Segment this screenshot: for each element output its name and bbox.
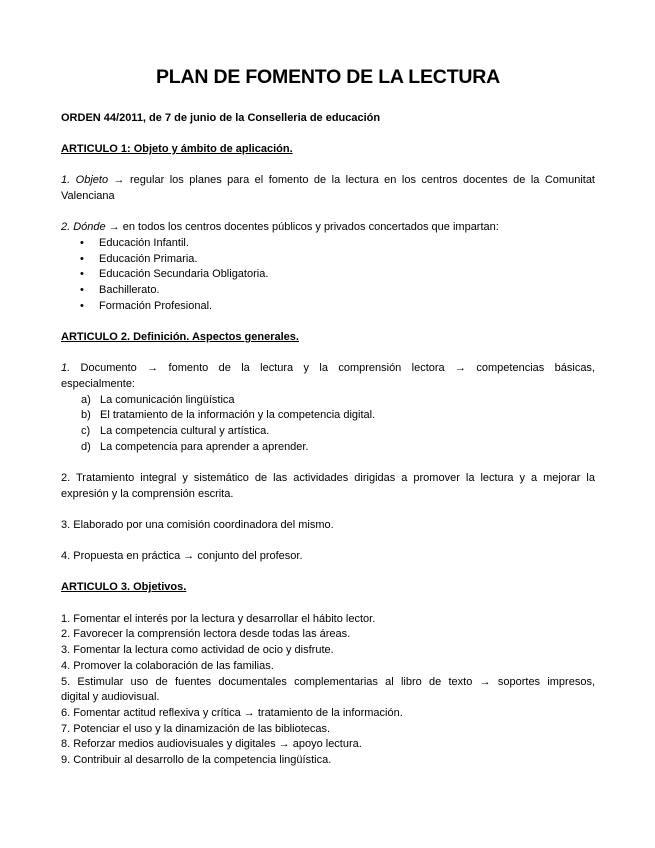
list-marker: d) xyxy=(81,441,91,453)
orden-line: ORDEN 44/2011, de 7 de junio de la Conselleria de educación xyxy=(61,112,381,124)
bullet-icon: • xyxy=(80,237,84,249)
objective-item: 2. Favorecer la comprensión lectora desde todas las áreas. xyxy=(61,628,351,640)
list-marker: b) xyxy=(81,409,91,421)
list-marker: a) xyxy=(81,394,91,406)
list-item: La competencia cultural y artística. xyxy=(100,425,270,437)
article-1-paragraph-1 xyxy=(61,173,595,189)
list-item: Bachillerato. xyxy=(99,284,160,296)
objeto-text: → regular los planes para el fomento de la lectura en los centros docentes de la Comunitat xyxy=(108,174,595,186)
objective-item-cont: digital y audiovisual. xyxy=(61,691,160,703)
article-2-paragraph-3: 3. Elaborado por una comisión coordinadora del mismo. xyxy=(61,519,334,531)
article-3-heading: ARTICULO 3. Objetivos. xyxy=(61,581,187,593)
bullet-icon: • xyxy=(80,300,84,312)
bullet-icon: • xyxy=(80,268,84,280)
article-2-paragraph-1-cont: especialmente: xyxy=(61,378,135,390)
objective-item: 7. Potenciar el uso y la dinamización de las bibliotecas. xyxy=(61,723,331,735)
bullet-icon: • xyxy=(80,284,84,296)
list-item: Educación Infantil. xyxy=(99,237,189,249)
objeto-label: 1. Objeto xyxy=(61,174,109,186)
list-item: Formación Profesional. xyxy=(99,300,213,312)
list-item: Educación Secundaria Obligatoria. xyxy=(99,268,269,280)
document-title: PLAN DE FOMENTO DE LA LECTURA xyxy=(155,66,501,88)
article-2-heading: ARTICULO 2. Definición. Aspectos generales. xyxy=(61,331,299,343)
article-2-paragraph-1 xyxy=(61,361,595,377)
list-item: La comunicación lingüística xyxy=(100,394,235,406)
article-1-paragraph-2 xyxy=(61,220,595,236)
list-item: La competencia para aprender a aprender. xyxy=(100,441,309,453)
article-2-paragraph-4: 4. Propuesta en práctica → conjunto del profesor. xyxy=(61,550,303,562)
donde-text: → en todos los centros docentes públicos y privados concertados que impartan: xyxy=(105,221,499,233)
list-item: El tratamiento de la información y la competencia digital. xyxy=(100,409,376,421)
objective-item: 3. Fomentar la lectura como actividad de ocio y disfrute. xyxy=(61,644,334,656)
paragraph-number: 1. xyxy=(61,362,71,374)
article-1-heading: ARTICULO 1: Objeto y ámbito de aplicación. xyxy=(61,143,293,155)
objective-item: 8. Reforzar medios audiovisuales y digitales → apoyo lectura. xyxy=(61,738,362,750)
article-1-paragraph-1-cont: Valenciana xyxy=(61,190,115,202)
objective-item: 1. Fomentar el interés por la lectura y desarrollar el hábito lector. xyxy=(61,613,376,625)
list-item: Educación Primaria. xyxy=(99,253,198,265)
list-marker: c) xyxy=(81,425,91,437)
objective-item: 4. Promover la colaboración de las familias. xyxy=(61,660,274,672)
bullet-icon: • xyxy=(80,253,84,265)
objective-item: 6. Fomentar actitud reflexiva y crítica → tratamiento de la información. xyxy=(61,707,403,719)
article-2-paragraph-2: 2. Tratamiento integral y sistemático de las actividades dirigidas a promover la lectura y a mejorar la xyxy=(61,472,595,484)
paragraph-text: Documento → fomento de la lectura y la comprensión lectora → competencias básicas, xyxy=(70,362,595,374)
article-2-paragraph-2-cont: expresión y la comprensión escrita. xyxy=(61,488,234,500)
objective-item: 5. Estimular uso de fuentes documentales complementarias al libro de texto → soportes impresos, xyxy=(61,676,595,688)
donde-label: 2. Dónde xyxy=(61,221,106,233)
objective-item: 9. Contribuir al desarrollo de la competencia lingüística. xyxy=(61,754,332,766)
